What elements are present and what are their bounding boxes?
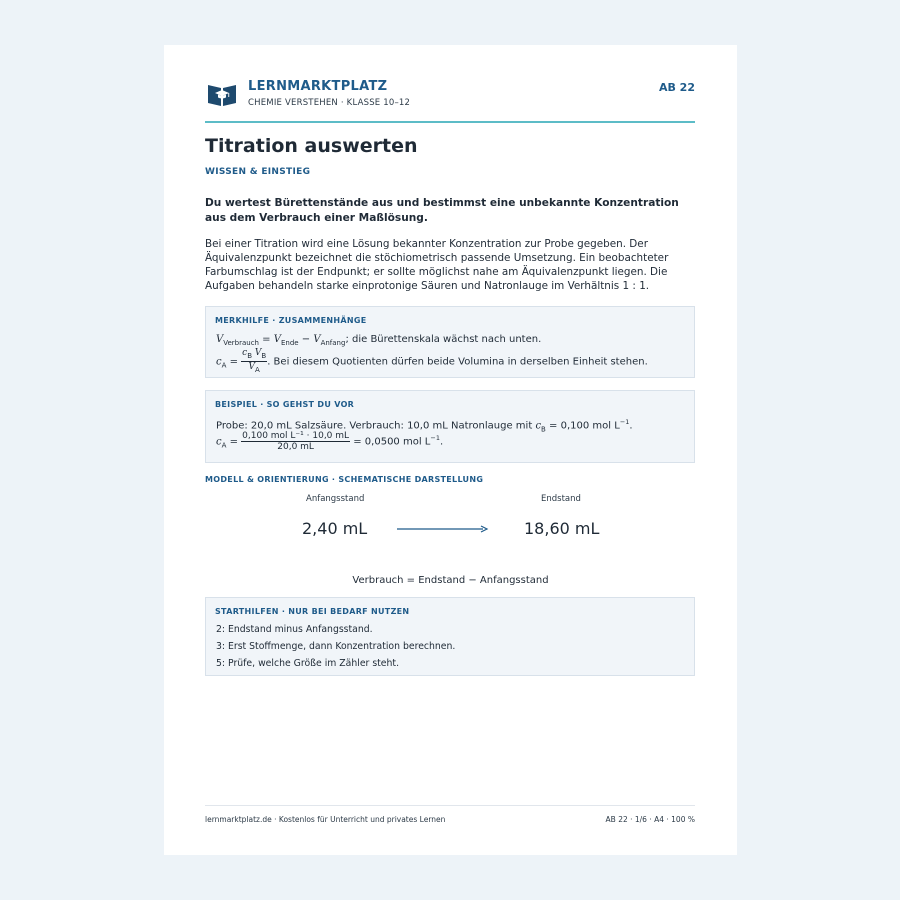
section-label: WISSEN & EINSTIEG bbox=[205, 167, 311, 177]
header-divider bbox=[205, 121, 695, 123]
beispiel-line-sample: Probe: 20,0 mL Salzsäure. Verbrauch: 10,0 mL Natronlauge mit $c_B = 0,100$ mol $L^{-1}$. bbox=[216, 418, 633, 434]
page-title: Titration auswerten bbox=[205, 135, 418, 157]
example-denominator: 20,0 mL bbox=[277, 442, 314, 452]
arrow-right-icon bbox=[397, 523, 489, 535]
end-value: 18,60 mL bbox=[524, 519, 600, 538]
starthilfen-box bbox=[205, 597, 695, 676]
merkhilfe-title: MERKHILFE · ZUSAMMENHÄNGE bbox=[215, 316, 367, 325]
beispiel-line1-text: Probe: 20,0 mL Salzsäure. Verbrauch: 10,0 mL Natronlauge mit bbox=[216, 420, 533, 432]
hint-item: 2: Endstand minus Anfangsstand. bbox=[216, 624, 373, 635]
example-fraction bbox=[241, 431, 350, 452]
merkhilfe-line2-text: . Bei diesem Quotienten dürfen beide Volumina in derselben Einheit stehen. bbox=[267, 356, 648, 368]
worksheet-page bbox=[164, 45, 737, 855]
merkhilfe-line-volume: $V_{Verbrauch} = V_{Ende} - V_{Anfang}$; die Bürettenskala wächst nach unten. bbox=[216, 334, 542, 347]
beispiel-box bbox=[205, 390, 695, 463]
beispiel-line-calculation: $c_A$ = $\frac{\text{0,100 mol L⁻¹ · 10,0 mL}}{20,0 mL}$ = 0,0500 mol $L^{-1}$. bbox=[216, 431, 444, 452]
start-value: 2,40 mL bbox=[302, 519, 368, 538]
hint-item: 3: Erst Stoffmenge, dann Konzentration berechnen. bbox=[216, 641, 456, 652]
sheet-number: AB 22 bbox=[658, 81, 695, 94]
hint-item: 5: Prüfe, welche Größe im Zähler steht. bbox=[216, 658, 400, 669]
merkhilfe-box bbox=[205, 306, 695, 378]
open-book-graduation-cap-icon bbox=[207, 81, 237, 107]
end-label: Endstand bbox=[541, 494, 581, 504]
merkhilfe-line-concentration: $c_A$ = $\frac{c_B V_B}{V_A}$ . Bei diesem Quotienten dürfen beide Volumina in derselben Einheit stehen. bbox=[216, 348, 648, 374]
example-numerator: 0,100 mol L⁻¹ · 10,0 mL bbox=[242, 431, 350, 441]
beispiel-title: BEISPIEL · SO GEHST DU VOR bbox=[215, 400, 355, 409]
brand-name: LERNMARKTPLATZ bbox=[248, 79, 388, 94]
concentration-fraction: $\frac{c_B V_B}{V_A}$ bbox=[242, 348, 267, 374]
example-result: = 0,0500 mol L bbox=[353, 436, 431, 448]
starthilfen-title: STARTHILFEN · NUR BEI BEDARF NUTZEN bbox=[215, 607, 410, 616]
body-paragraph: Bei einer Titration wird eine Lösung bekannter Konzentration zur Probe gegeben. Der Äquivalenzpunkt bezeichnet die stöchiometrisch passende Umsetzung. Ein beobachteter Farbumschlag ist der Endpunkt; er sollte möglichst nahe am Äquivalenzpunkt liegen. Die Aufgaben behandeln starke einprotonige Säuren und Natronlauge im Verhältnis 1 : 1. bbox=[205, 238, 669, 292]
consumption-formula: Verbrauch = Endstand − Anfangsstand bbox=[352, 575, 549, 586]
start-label: Anfangsstand bbox=[306, 494, 365, 504]
model-title: MODELL & ORIENTIERUNG · SCHEMATISCHE DARSTELLUNG bbox=[205, 475, 484, 484]
footer-source: lernmarktplatz.de · Kostenlos für Unterricht und privates Lernen bbox=[205, 815, 446, 824]
beispiel-line1-value: = 0,100 mol L bbox=[549, 420, 620, 432]
merkhilfe-line1-text: ; die Bürettenskala wächst nach unten. bbox=[345, 334, 542, 345]
footer-divider bbox=[205, 805, 695, 806]
lead-paragraph: Du wertest Bürettenstände aus und bestimmst eine unbekannte Konzentration aus dem Verbrauch einer Maßlösung. bbox=[205, 197, 679, 224]
brand-subtitle: CHEMIE VERSTEHEN · KLASSE 10–12 bbox=[248, 98, 411, 108]
footer-page-info: AB 22 · 1/6 · A4 · 100 % bbox=[605, 815, 695, 824]
